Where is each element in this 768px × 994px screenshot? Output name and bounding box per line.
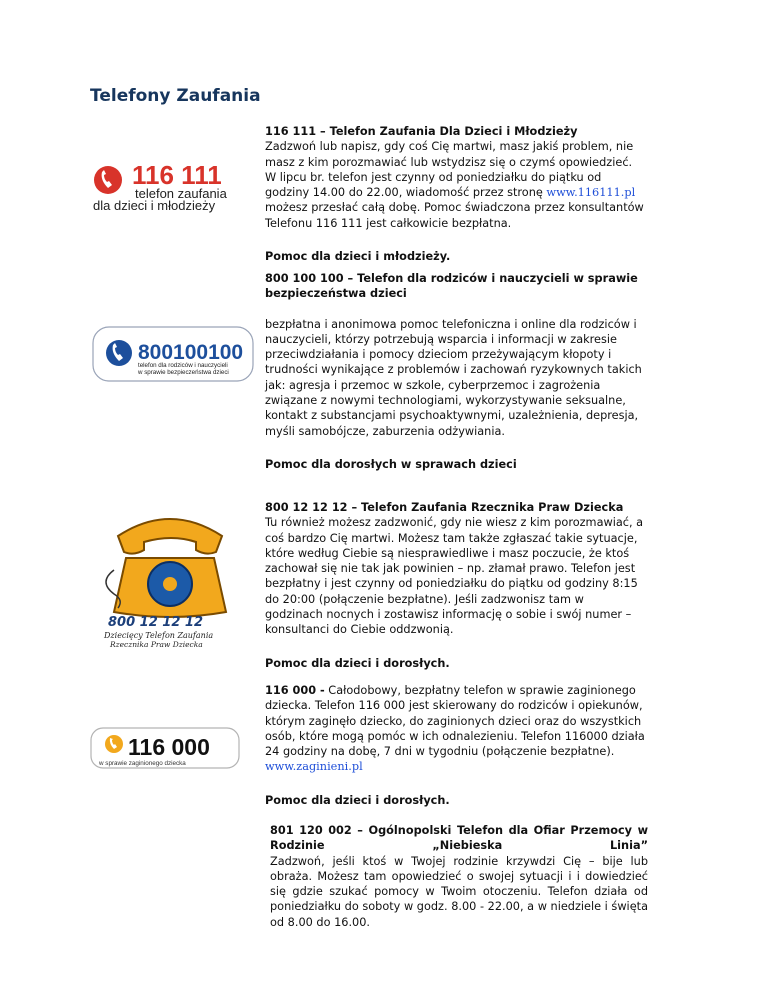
entry-help: Pomoc dla dzieci i dorosłych. <box>265 656 450 670</box>
logo-800100100 <box>92 326 254 382</box>
logo-800121212 <box>100 498 240 648</box>
entry-body: Zadzwoń lub napisz, gdy coś Cię martwi, masz jakiś problem, nie masz z kim porozmawiać lub wstydzisz się o czymś opowiedzieć. W lipcu br. telefon jest czynny od poniedziałku do piątku od godziny 14.00 do 22.00, wiadomość przez stronę www.116111.pl możesz przesłać całą dobę. Pomoc świadczona przez konsultantów Telefonu 116 111 jest całkowicie bezpłatna. <box>265 140 644 230</box>
logo-116111 <box>92 158 244 214</box>
entry-heading: 800 12 12 12 – Telefon Zaufania Rzecznika Praw Dziecka <box>265 501 624 514</box>
entry-help: Pomoc dla dzieci i młodzieży. <box>265 250 451 264</box>
logo-line2: dla dzieci i młodzieży <box>93 198 216 213</box>
entry-body: 116 000 - Całodobowy, bezpłatny telefon w sprawie zaginionego dziecka. Telefon 116 000 jest skierowany do rodziców i opiekunów, którym zaginęło dziecko, do zaginionych dzieci oraz do wszystkich osób, które mogą pomóc w ich odnalezieniu. Telefon 116000 działa 24 godziny na dobę, 7 dni w tygodniu (połączenie bezpłatne). www.zaginieni.pl <box>265 684 645 774</box>
logo-line2: w sprawie bezpieczeństwa dzieci <box>138 369 229 376</box>
entry-heading: 800 100 100 – Telefon dla rodziców i nauczycieli w sprawie bezpieczeństwa dzieci <box>265 272 638 301</box>
entry-116000 <box>265 683 645 808</box>
entry-116111 <box>265 124 645 264</box>
entry-800100100 <box>265 271 645 472</box>
logo-number: 800 12 12 12 <box>108 615 203 630</box>
logo-number: 116 000 <box>128 734 210 760</box>
logo-number: 116 111 <box>132 160 222 190</box>
logo-line1: telefon zaufania <box>135 186 227 201</box>
entry-heading: 116 000 - <box>265 684 325 697</box>
entry-heading: 801 120 002 – Ogólnopolski Telefon dla Ofiar Przemocy w Rodzinie „Niebieska Linia” <box>270 824 648 853</box>
logo-line1: telefon dla rodziców i nauczycieli <box>138 362 228 369</box>
logo-line1: w sprawie zaginionego dziecka <box>99 760 186 767</box>
entry-body: Tu również możesz zadzwonić, gdy nie wiesz z kim porozmawiać, a coś bardzo Cię martwi. Możesz tam także zgłaszać takie sytuacje, które według Ciebie są niesprawiedliwe i masz poczucie, że ktoś zachował się nie tak jak powinien – np. złamał prawo. Telefon jest bezpłatny i jest czynny od poniedziałku do piątku od godziny 8:15 do 20:00 (połączenie bezpłatne). Jeśli zadzwonisz tam w godzinach nocnych i zostawisz informację o sobie i swój numer – konsultanci do Ciebie oddzwonią. <box>265 516 644 637</box>
telephone-icon <box>118 519 222 554</box>
entry-help: Pomoc dla dzieci i dorosłych. <box>265 793 450 807</box>
phone-bubble-icon <box>105 735 123 753</box>
phone-bubble-icon <box>106 340 132 366</box>
entry-heading: 116 111 – Telefon Zaufania Dla Dzieci i Młodzieży <box>265 125 578 138</box>
entry-801120002 <box>270 823 648 930</box>
logo-line2: Rzecznika Praw Dziecka <box>110 640 203 648</box>
entry-body: bezpłatna i anonimowa pomoc telefoniczna i online dla rodziców i nauczycieli, którzy potrzebują wsparcia i informacji w zakresie przeciwdziałania i pomocy dzieciom przeżywającym kłopoty i trudności wynikające z problemów i zachowań ryzykownych takich jak: agresja i przemoc w szkole, cyberprzemoc i zagrożenia związane z nowymi technologiami, wykorzystywanie seksualne, kontakt z substancjami psychoaktywnymi, uzależnienia, depresja, myśli samobójcze, zaburzenia odżywiania. <box>265 317 642 438</box>
logo-number: 800100100 <box>138 341 244 364</box>
logo-116000 <box>90 727 240 769</box>
phone-bubble-icon <box>94 166 122 194</box>
entry-800121212 <box>265 500 645 671</box>
page-title: Telefony Zaufania <box>90 86 261 106</box>
entry-body: Zadzwoń, jeśli ktoś w Twojej rodzinie krzywdzi Cię – bije lub obraża. Możesz tam opowiedzieć o swojej sytuacji i i dowiedzieć się gdzie szukać pomocy w Twoim otoczeniu. Telefon działa od poniedziałku do soboty w godz. 8.00 - 22.00, a w niedziele i święta od 8.00 do 16.00. <box>270 854 648 929</box>
website-link[interactable]: www.116111.pl <box>546 186 636 200</box>
website-link[interactable]: www.zaginieni.pl <box>265 760 363 774</box>
logo-line1: Dziecięcy Telefon Zaufania <box>104 631 214 640</box>
entry-help: Pomoc dla dorosłych w sprawach dzieci <box>265 457 517 471</box>
